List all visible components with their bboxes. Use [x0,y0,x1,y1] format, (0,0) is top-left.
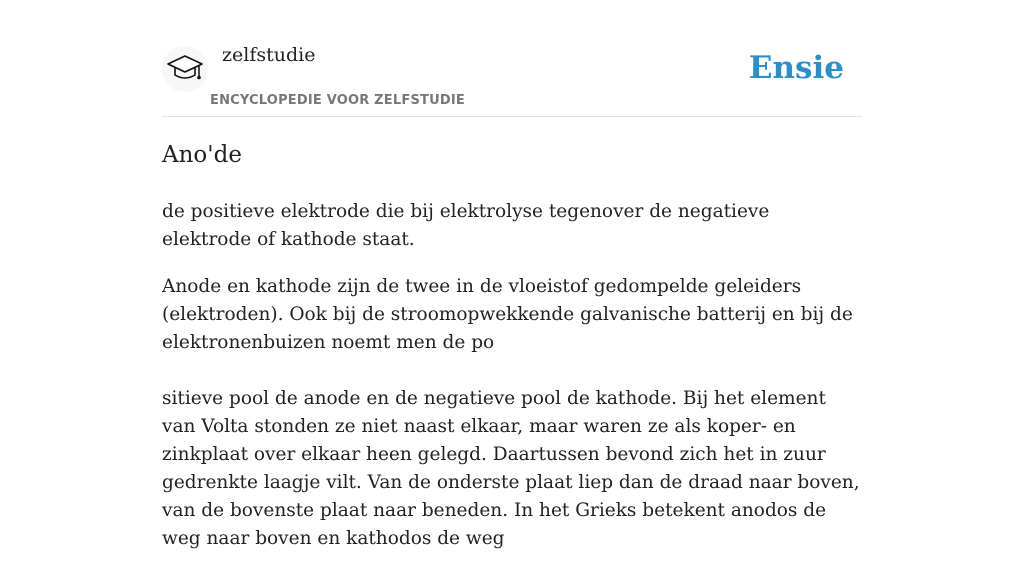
entry-paragraph-1: Anode en kathode zijn de twee in de vloeistof gedompelde geleiders (elektroden). Ook bij de stroomopwekkende galvanische batterij en bij de elektronenbuizen noemt men de po [162,276,853,353]
ensie-brand-link[interactable]: Ensie [748,50,844,86]
site-name-link[interactable]: zelfstudie [222,44,316,66]
entry-title: Ano'de [162,142,242,168]
site-logo[interactable] [162,46,208,92]
site-tagline: ENCYCLOPEDIE VOOR ZELFSTUDIE [210,93,465,108]
entry-definition: de positieve elektrode die bij elektrolyse tegenover de negatieve elektrode of kathode staat. [162,201,770,250]
site-header [162,0,862,117]
entry-paragraph-2: sitieve pool de anode en de negatieve pool de kathode. Bij het element van Volta stonden ze niet naast elkaar, maar waren ze als koper- en zinkplaat over elkaar heen gelegd. Daartussen bevond zich het in zuur gedrenkte laagje vilt. Van de onderste plaat liep dan de draad naar boven, van de bovenste plaat naar beneden. In het Grieks betekent anodos de weg naar boven en kathodos de weg [162,388,860,549]
graduation-cap-icon [166,54,204,84]
entry-content [162,136,862,572]
